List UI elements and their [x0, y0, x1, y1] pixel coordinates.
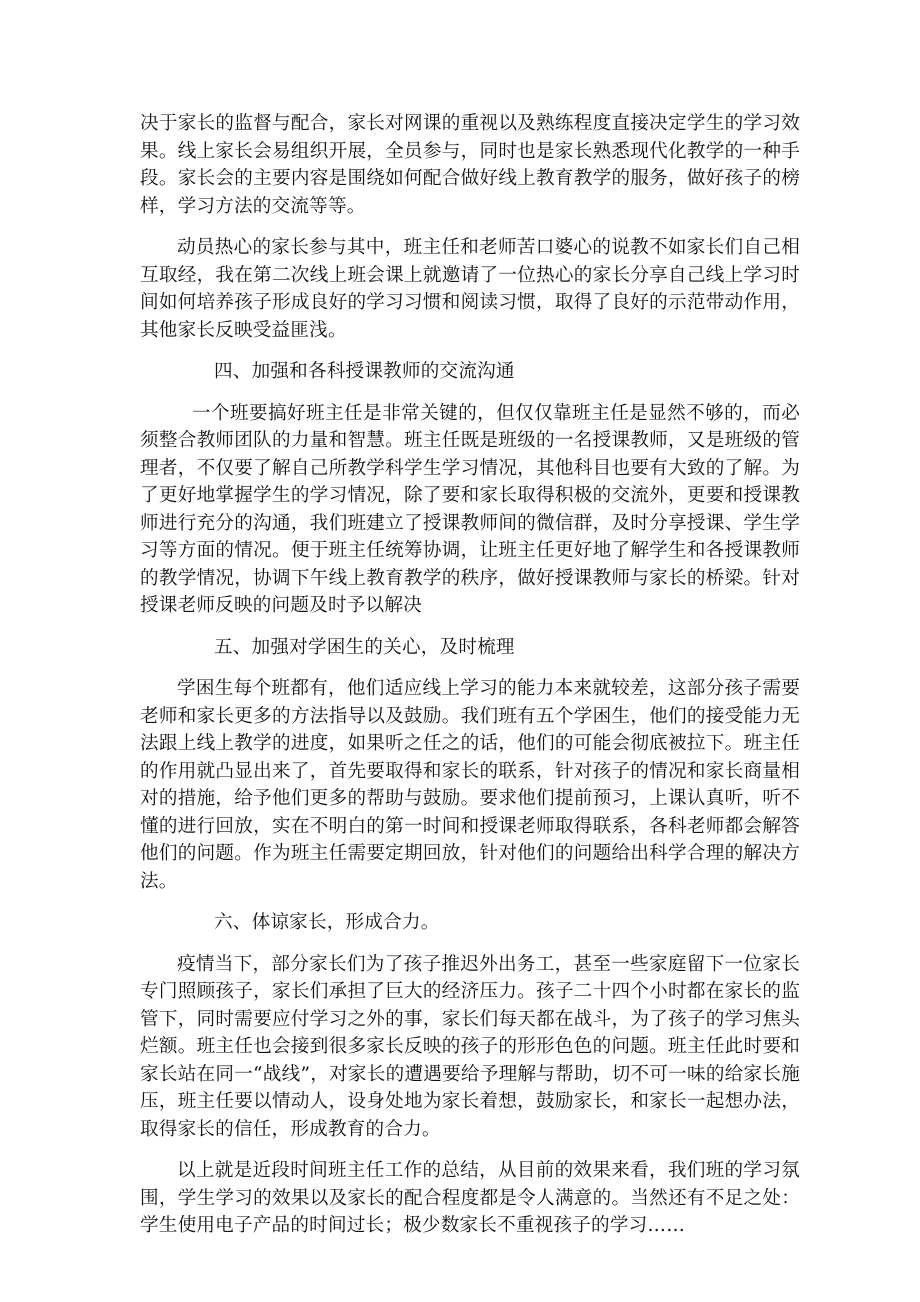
paragraph-struggling-students: 学困生每个班都有，他们适应线上学习的能力本来就较差，这部分孩子需要老师和家长更多的方法指导以及鼓励。我们班有五个学困生，他们的接受能力无法跟上线上教学的进度，如果听之任之的话，他们的可能会彻底被拉下。班主任的作用就凸显出来了，首先要取得和家长的联系，针对孩子的情况和家长商量相对的措施，给予他们更多的帮助与鼓励。要求他们提前预习，上课认真听，听不懂的进行回放，实在不明白的第一时间和授课老师取得联系，各科老师都会解答他们的问题。作为班主任需要定期回放，针对他们的问题给出科学合理的解决方法。	[140, 678, 800, 892]
paragraph-summary: 以上就是近段时间班主任工作的总结，从目前的效果来看，我们班的学习氛围，学生学习的效果以及家长的配合程度都是令人满意的。当然还有不足之处：学生使用电子产品的时间过长；极少数家长不重视孩子的学习……	[140, 1160, 800, 1236]
paragraph-understanding-parents: 疫情当下，部分家长们为了孩子推迟外出务工，甚至一些家庭留下一位家长专门照顾孩子，家长们承担了巨大的经济压力。孩子二十四个小时都在家长的监管下，同时需要应付学习之外的事，家长们每天都在战斗，为了孩子的学习焦头烂额。班主任也会接到很多家长反映的孩子的形形色色的问题。班主任此时要和家长站在同一“战线”，对家长的遭遇要给予理解与帮助，切不可一味的给家长施压，班主任要以情动人，设身处地为家长着想，鼓励家长，和家长一起想办法，取得家长的信任，形成教育的合力。	[140, 953, 800, 1140]
section-heading-6: 六、体谅家长，形成合力。	[214, 912, 440, 933]
paragraph-parent-meeting: 决于家长的监督与配合，家长对网课的重视以及熟练程度直接决定学生的学习效果。线上家长会易组织开展，全员参与，同时也是家长熟悉现代化教学的一种手段。家长会的主要内容是围绕如何配合做好线上教育教学的服务，做好孩子的榜样，学习方法的交流等等。	[140, 113, 800, 217]
paragraph-teacher-communication: 一个班要搞好班主任是非常关键的，但仅仅靠班主任是显然不够的，而必须整合教师团队的力量和智慧。班主任既是班级的一名授课教师，又是班级的管理者，不仅要了解自己所教学科学生学习情况，其他科目也要有大致的了解。为了更好地掌握学生的学习情况，除了要和家长取得积极的交流外，更要和授课教师进行充分的沟通，我们班建立了授课教师间的微信群，及时分享授课、学生学习等方面的情况。便于班主任统筹协调，让班主任更好地了解学生和各授课教师的教学情况，协调下午线上教育教学的秩序，做好授课教师与家长的桥梁。针对授课老师反映的问题及时予以解决	[140, 402, 800, 616]
document-body	[140, 110, 800, 1254]
section-heading-4: 四、加强和各科授课教师的交流沟通	[214, 361, 515, 382]
paragraph-parent-sharing: 动员热心的家长参与其中，班主任和老师苦口婆心的说教不如家长们自己相互取经，我在第二次线上班会课上就邀请了一位热心的家长分享自己线上学习时间如何培养孩子形成良好的学习习惯和阅读习惯，取得了良好的示范带动作用，其他家长反映受益匪浅。	[140, 237, 800, 341]
section-heading-5: 五、加强对学困生的关心，及时梳理	[214, 636, 515, 658]
